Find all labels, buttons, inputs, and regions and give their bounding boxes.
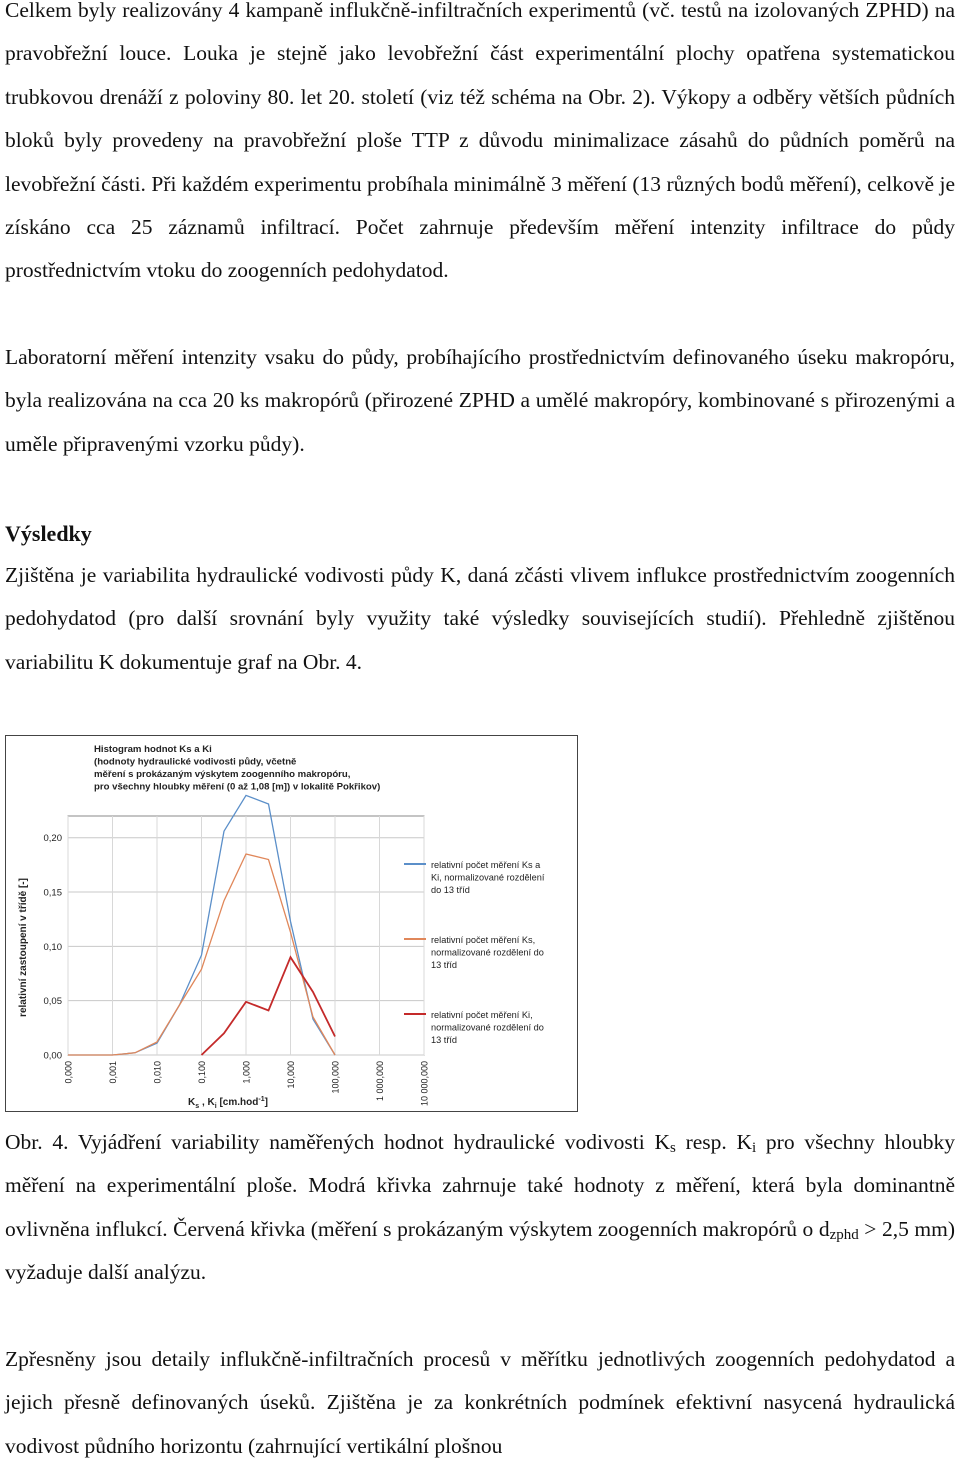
x-tick-label: 0,000 (63, 1061, 74, 1084)
chart-title-line: (hodnoty hydraulické vodivosti půdy, včetně (94, 756, 297, 768)
legend-label: 13 tříd (431, 960, 458, 970)
legend-label: relativní počet měření Ks a (431, 860, 541, 870)
x-axis-label-part: s (195, 1103, 200, 1110)
histogram-figure (5, 735, 578, 1112)
x-tick-label: 100,000 (330, 1061, 341, 1094)
y-axis-label: relativní zastoupení v třídě [-] (18, 878, 29, 1017)
chart-title-line: pro všechny hloubky měření (0 až 1,08 [m]) v lokalitě Pokřikov) (94, 781, 381, 793)
x-axis-label-part: i (214, 1103, 217, 1110)
caption-part-c: pro všechny hloubky měření na experimentální ploše. Modrá křivka zahrnuje také hodnoty z měření, která byla dominantně ovlivněna influkcí. Červená křivka (měření s prokázaným výskytem zoogenních makropórů o d (5, 1130, 955, 1241)
x-tick-label: 0,001 (108, 1061, 118, 1084)
x-tick-label: 10 000,000 (419, 1061, 430, 1107)
legend-label: relativní počet měření Ks, (431, 935, 536, 945)
legend-label: normalizované rozdělení do (431, 1022, 544, 1033)
chart-title-line: měření s prokázaným výskytem zoogenního makropóru, (94, 769, 351, 780)
x-axis-label-part: [cm.hod (216, 1097, 259, 1108)
caption-sub-i: i (752, 1140, 757, 1156)
paragraph-experiments: Celkem byly realizovány 4 kampaně influkčně-infiltračních experimentů (vč. testů na izolovaných ZPHD) na pravobřežní louce. Louka je stejně jako levobřežní část experimentální plochy opatřena systematickou trubkovou drenáží z poloviny 80. let 20. století (viz též schéma na Obr. 2). Výkopy a odběry větších půdních bloků byly provedeny na pravobřežní ploše TTP z důvodu minimalizace zásahů do půdních poměrů na levobřežní části. Při každém experimentu probíhala minimálně 3 měření (13 různých bodů měření), celkově je získáno cca 25 záznamů infiltrací. Počet zahrnuje především měření intenzity infiltrace do půdy prostřednictvím vtoku do zoogenních pedohydatod. (5, 0, 955, 283)
x-axis-label-part: K (188, 1097, 196, 1108)
legend-label: Ki, normalizované rozdělení (431, 872, 545, 883)
caption-sub-zphd: zphd (829, 1226, 859, 1243)
x-tick-label: 0,100 (197, 1061, 207, 1084)
x-axis-label-part: , K (199, 1097, 215, 1108)
y-tick-label: 0,05 (43, 996, 62, 1008)
paragraph-laboratory: Laboratorní měření intenzity vsaku do půdy, probíhajícího prostřednictvím definovaného úseku makropóru, byla realizována na cca 20 ks makropórů (přirozené ZPHD a umělé makropóry, kombinované s přirozenými a uměle připravenými vzorku půdy). (5, 345, 955, 456)
legend-label: 13 tříd (431, 1035, 458, 1045)
x-tick-label: 0,010 (152, 1061, 163, 1084)
section-heading-results: Výsledky (5, 521, 92, 546)
x-tick-label: 10,000 (286, 1061, 296, 1089)
y-tick-label: 0,15 (43, 887, 62, 899)
histogram-chart (6, 736, 579, 1113)
x-tick-label: 1 000,000 (375, 1061, 385, 1102)
caption-part-d: > 2,5 mm) vyžaduje další analýzu. (5, 1216, 956, 1285)
x-axis-label (188, 1096, 268, 1110)
chart-title-line: Histogram hodnot Ks a Ki (94, 744, 212, 755)
y-tick-label: 0,10 (43, 941, 62, 953)
paragraph-results: Zjištěna je variabilita hydraulické vodivosti půdy K, daná zčásti vlivem influkce prostřednictvím zoogenních pedohydatod (pro další srovnání byly využity také výsledky souvisejících studií). Přehledně zjištěnou variabilitu K dokumentuje graf na Obr. 4. (5, 563, 955, 674)
x-tick-label: 1,000 (241, 1061, 252, 1084)
caption-sub-s: s (670, 1140, 676, 1156)
caption-part-a: Obr. 4. Vyjádření variability naměřených hodnot hydraulické vodivosti K (5, 1130, 670, 1154)
figure-caption (5, 1121, 955, 1295)
legend-label: do 13 tříd (431, 885, 470, 895)
x-axis-label-part: ] (264, 1097, 268, 1108)
caption-part-b: resp. K (675, 1130, 753, 1154)
x-axis-label-part: -1 (258, 1096, 265, 1103)
y-tick-label: 0,00 (43, 1050, 62, 1062)
paragraph-details: Zpřesněny jsou detaily influkčně-infiltračních procesů v měřítku jednotlivých zoogenních pedohydatod a jejich přesně definovaných úseků. Zjištěna je za konkrétních podmínek efektivní nasycená hydraulická vodivost půdního horizontu (zahrnující vertikální plošnou (5, 1347, 955, 1458)
legend-label: relativní počet měření Ki, (431, 1010, 533, 1020)
y-tick-label: 0,20 (43, 833, 62, 845)
legend-label: normalizované rozdělení do (431, 947, 544, 958)
